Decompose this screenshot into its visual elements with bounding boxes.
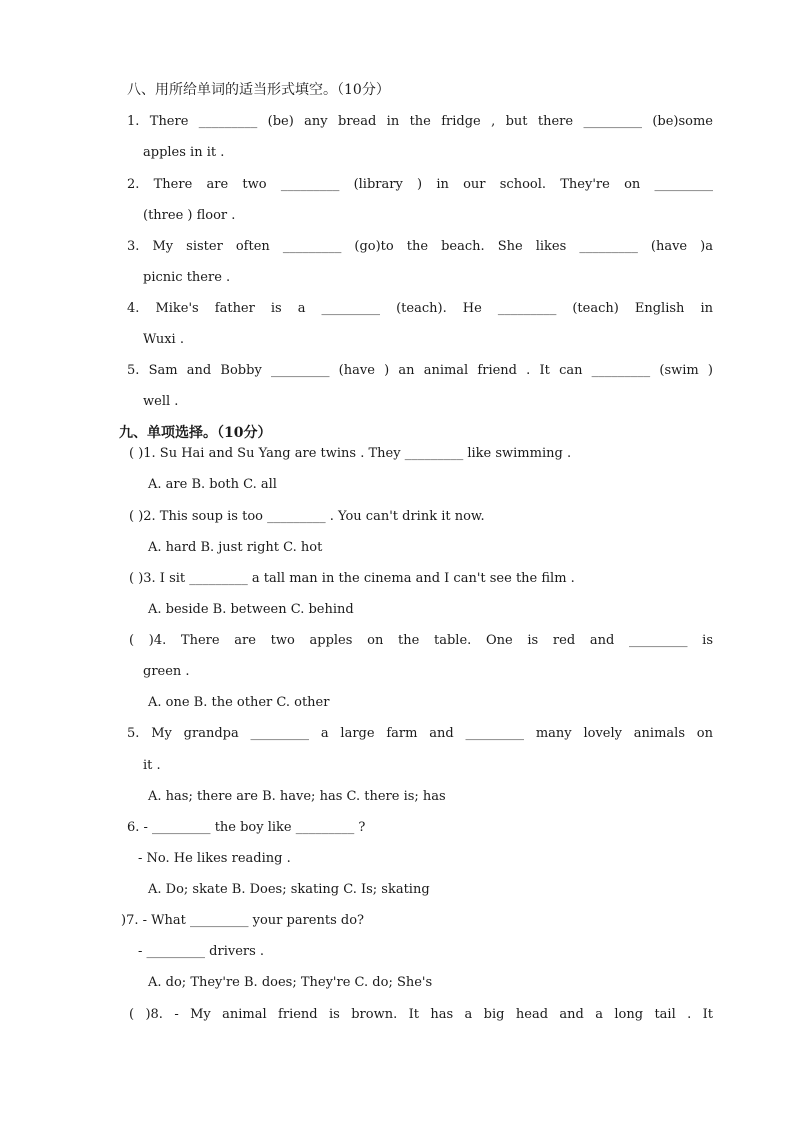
q9-7-dialogue: - _________ drivers .	[138, 944, 265, 959]
q9-4-stem: ( )4. There are two apples on the table. One is red and _________ is	[129, 633, 713, 648]
q9-8-stem: ( )8. - My animal friend is brown. It has a big head and a long tail . It	[129, 1007, 713, 1022]
q9-7-options: A. do; They're B. does; They're C. do; She's	[148, 975, 433, 990]
q9-6-dialogue: - No. He likes reading .	[138, 851, 291, 866]
q9-4-stem-cont: green .	[143, 664, 190, 679]
q8-4-line2: Wuxi .	[143, 332, 184, 347]
section-8-heading: 八、用所给单词的适当形式填空。（10分）	[127, 82, 390, 98]
q8-4-line1: 4. Mike's father is a _________ (teach). He _________ (teach) English in	[127, 301, 713, 316]
q9-3-stem: ( )3. I sit _________ a tall man in the cinema and I can't see the film .	[129, 571, 575, 586]
q9-3-options: A. beside B. between C. behind	[148, 602, 354, 617]
q9-6-stem: 6. - _________ the boy like _________ ?	[127, 820, 366, 835]
q8-5-line1: 5. Sam and Bobby _________ (have ) an animal friend . It can _________ (swim )	[127, 363, 713, 378]
q8-3-line2: picnic there .	[143, 270, 231, 285]
q9-6-options: A. Do; skate B. Does; skating C. Is; skating	[148, 882, 430, 897]
q9-1-options: A. are B. both C. all	[148, 477, 277, 492]
q9-1-stem: ( )1. Su Hai and Su Yang are twins . They _________ like swimming .	[129, 446, 572, 461]
section-9-heading: 九、单项选择。（10分）	[119, 425, 272, 441]
q8-1-line1: 1. There _________ (be) any bread in the fridge , but there _________ (be)some	[127, 114, 713, 129]
q9-5-stem-cont: it .	[143, 758, 161, 773]
q9-7-stem: )7. - What _________ your parents do?	[121, 913, 364, 928]
q9-5-stem: 5. My grandpa _________ a large farm and _________ many lovely animals on	[127, 726, 713, 741]
q8-5-line2: well .	[143, 394, 179, 409]
q8-1-line2: apples in it .	[143, 145, 225, 160]
q8-2-line1: 2. There are two _________ (library ) in our school. They're on _________	[127, 177, 713, 192]
q9-5-options: A. has; there are B. have; has C. there is; has	[148, 789, 446, 804]
q9-2-options: A. hard B. just right C. hot	[148, 540, 323, 555]
q9-2-stem: ( )2. This soup is too _________ . You can't drink it now.	[129, 509, 485, 524]
q9-4-options: A. one B. the other C. other	[148, 695, 330, 710]
q8-3-line1: 3. My sister often _________ (go)to the beach. She likes _________ (have )a	[127, 239, 713, 254]
q8-2-line2: (three ) floor .	[143, 208, 236, 223]
